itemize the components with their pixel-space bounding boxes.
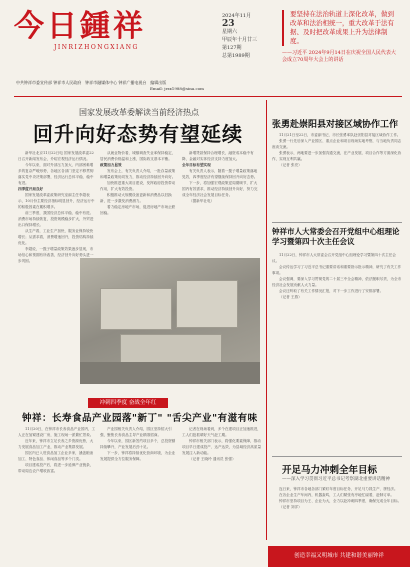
right-story3-subhead: ——深入学习贯彻习近平总书记考察湖北重要讲话精神 (282, 477, 390, 482)
right-story1-headline: 张勇赴崇阳县对接区域协作工作 (272, 120, 399, 130)
right3-p1: 连日来，钟祥市各地各部门紧盯年度目标任务，开足马力抓生产、拼经济。 (279, 487, 398, 491)
lead-c1-p4: 前三季度，我国经济总体平稳、稳中有进。消费市场持续恢复，投资规模稳步扩大，外贸进出口保持增长。 (18, 211, 94, 227)
second-c2-p3: 下一步，钟祥将持续优化营商环境，为企业发展提供全方位服务保障。 (100, 451, 176, 461)
lead-c2-p1: 从就业物价看，城镇调查失业率保持稳定，居民消费价格温和上涨，国际收支基本平衡。 (100, 151, 176, 161)
second-c3-p3: （记者 王晓玲 通讯员 张强） (189, 457, 236, 461)
photo-building-2 (176, 280, 238, 328)
second-c1-p1: 11月20日，在钟祥市长寿食品产业园内，工人正在加紧建设厂房，施工现场一派繁忙景象。 (18, 427, 96, 437)
second-c1-p2: 近年来，钟祥市立足长寿之乡资源优势，大力发展食品加工产业，推动产业集群发展。 (18, 439, 94, 449)
masthead (14, 10, 214, 72)
right-story3-body (272, 486, 402, 542)
lead-c2-p4: 积极推动大规模设备更新和消费品以旧换新，进一步激发消费潜力。 (100, 193, 172, 203)
second-column-1 (18, 426, 96, 556)
lead-c1-p5: 从生产看，工业生产加快，服务业保持较快增长；从需求看，消费增速回升，投资结构持续优化。 (18, 229, 94, 245)
publisher-right: 编辑出版 (150, 80, 167, 85)
issue-total: 总第1989期 (222, 53, 250, 59)
photo-building-1 (100, 288, 172, 330)
right-story2-body (272, 252, 402, 452)
right1-p1: 11月21日至22日，市委副书记、市长张勇率队赴崇阳县对接区域协作工作。 (279, 133, 401, 137)
date-day: 23 (222, 19, 235, 29)
lead-c3-p3: 下一步，将加强宏观政策逆周期调节，扩大国内有效需求，推动经济持续回升向好，努力完成全年经济社会发展目标任务。 (182, 181, 258, 197)
lead-kicker: 国家发展改革委解读当前经济热点 (79, 108, 199, 117)
lead-c3-subhead: 全年目标有望实现 (182, 163, 211, 167)
date-month: 2024年11月 (222, 13, 252, 19)
masthead-pinyin: JINRIZHONGXIANG (54, 44, 139, 51)
lead-c1-p6: 李超说，一揽子增量政策效果逐步显现，市场信心和预期有所改善，经济回升向好势头进一步巩固。 (18, 247, 94, 263)
date-weekday: 星期六 (222, 29, 238, 35)
lead-c3-p2: 有关负责人表示，随着一揽子增量政策落地见效，四季度经济有望继续保持回升向好态势。 (182, 169, 258, 179)
right3-p2: 在各企业生产车间内，机器轰鸣，工人们紧张有序地忙碌着，赶制订单。 (279, 493, 394, 497)
right-story1-body (272, 132, 402, 218)
second-c1-p3: 园区内已入驻食品加工企业多家，涵盖粮油加工、特色食品、休闲食品等多个门类。 (18, 451, 94, 461)
top-quote-source: ——习近平 2024年9月14日在庆祝全国人民代表大会成立70周年大会上的讲话 (282, 50, 396, 63)
date-lunar: 甲辰年十月廿三 (222, 37, 258, 43)
masthead-email: Email: jrzx1988@sina.com (150, 86, 204, 91)
lead-headline: 回升向好态势有望延续 (33, 122, 243, 146)
right2-p4: 会议还听取了有关工作情况汇报，对下一步工作进行了安排部署。 (279, 289, 384, 293)
lead-c1-p2: 今年以来，面对外部压力加大、内部困难增多的复杂严峻形势，各地区各部门坚定不移贯彻落实党中央决策部署，经济运行总体平稳、稳中有进。 (18, 163, 94, 185)
photo-caption-bar: 冲刺四季度 奋战全年红 (88, 398, 168, 408)
lead-column-3 (182, 150, 260, 254)
top-quote-text: 要坚持在法治轨道上深化改革，做到改革和法治相统一，重大改革于法有据、及时把改革成果上升为法律制度。 (282, 10, 400, 46)
right3-p3: 钟祥市坚持项目为王、企业为大，全力以赴冲刺四季度，确保完成全年目标。 (279, 499, 402, 503)
footer-slogan-bar: 创造幸福又明城市 共建和谐美丽钟祥 (268, 546, 410, 567)
second-headline: 钟祥：长寿食品产业园落"新丁" "舌尖产业"有滋有味 (22, 413, 258, 424)
publisher-left: 中共钟祥市委宣传部 钟祥市人民政府 (16, 80, 82, 85)
right-story3-headline: 开足马力冲刺全年目标 (282, 465, 378, 476)
lead-c2-p3: 加快推进重大项目建设，发挥政府投资带动作用，扩大有效投资。 (100, 181, 176, 191)
right2-p5: （记者 王燕） (279, 295, 302, 299)
lead-c2-subhead: 政策加力显效 (100, 163, 122, 167)
lead-c2-p5: 着力稳定房地产市场，促进房地产市场止跌回稳。 (100, 205, 176, 215)
right-divider-2 (272, 456, 402, 457)
second-c2-p1: 产业园相关负责人介绍，园区坚持招大引强，聚焦长寿食品主导产业精准招商。 (100, 427, 172, 437)
right-column-divider (266, 100, 267, 540)
right2-p3: 会议强调，要深入学习贯彻党的二十届三中全会精神，依法履职尽责，为全市经济社会发展贡献人大力量。 (272, 277, 402, 287)
top-quote-box (282, 10, 400, 88)
lead-c1-p1: 新华社北京11月22日电 国家发展改革委22日召开新闻发布会，介绍宏观经济运行情况。 (18, 151, 94, 161)
photo-ground (80, 362, 260, 384)
second-c3-p1: 记者在现场看到，多个在建项目正加速推进，工人们抢抓晴好天气赶工期。 (182, 427, 261, 437)
right2-p1: 11月22日，钟祥市人大常委会召开党组中心组理论学习暨第四十次主任会议。 (272, 253, 396, 263)
masthead-title: 今日鍾祥 (14, 9, 146, 44)
date-box (222, 12, 278, 82)
right2-p2: 会议传达学习了习近平总书记重要讲话和重要指示批示精神，研究了有关工作事项。 (272, 265, 402, 275)
lead-c3-p1: 新增贷款保持合理增长，融资成本稳中有降，金融对实体经济支持力度加大。 (182, 151, 254, 161)
right-divider-1 (272, 222, 402, 223)
lead-c2-p2: 发布会上，有关负责人介绍，一批存量政策和增量政策协同发力，推动经济持续回升向好。 (100, 169, 176, 179)
industrial-park-photo (80, 258, 260, 384)
right-story2-headline: 钟祥市人大常委会召开党组中心组理论学习暨第四十次主任会议 (272, 227, 400, 246)
second-column-3 (182, 426, 262, 556)
right3-p4: （记者 刘洋） (279, 505, 302, 509)
second-c3-p2: 钟祥市相关部门表示，将强化要素保障，推动项目早日建成投产、达产达效，为县域经济高质量发展注入新动能。 (182, 439, 262, 455)
right1-p2: 张勇一行先后深入产业园区、重点企业和项目现场实地考察，与当地负责同志座谈交流。 (272, 139, 402, 149)
right1-p3: 张勇表示，两地要进一步加强沟通交流，在产业发展、项目合作等方面深化协作，实现互利共赢。 (272, 151, 402, 161)
second-c2-p2: 今年以来，园区新签约项目多个，总投资额持续攀升，产业发展后劲十足。 (100, 439, 176, 449)
lead-c1-p3: 国家发展改革委政策研究室副主任李超表示，10月份主要经济指标明显回升，经济运行中的积极因素在累积增多。 (18, 193, 95, 209)
lead-c1-subhead: 四季度开局良好 (18, 187, 44, 191)
issue-number: 第127期 (222, 45, 242, 51)
second-c1-p4: 项目建成投产后，将进一步延伸产业链条，带动周边农户增收致富。 (18, 463, 94, 473)
lead-column-2 (100, 150, 178, 254)
second-column-2 (100, 426, 178, 556)
right1-p4: （记者 张亮） (279, 163, 302, 167)
masthead-rule (14, 96, 402, 97)
publisher-mid: 钟祥市融媒体中心 钟祥广播电视台 (85, 80, 147, 85)
lead-c3-p4: （据新华社电） (189, 199, 215, 203)
